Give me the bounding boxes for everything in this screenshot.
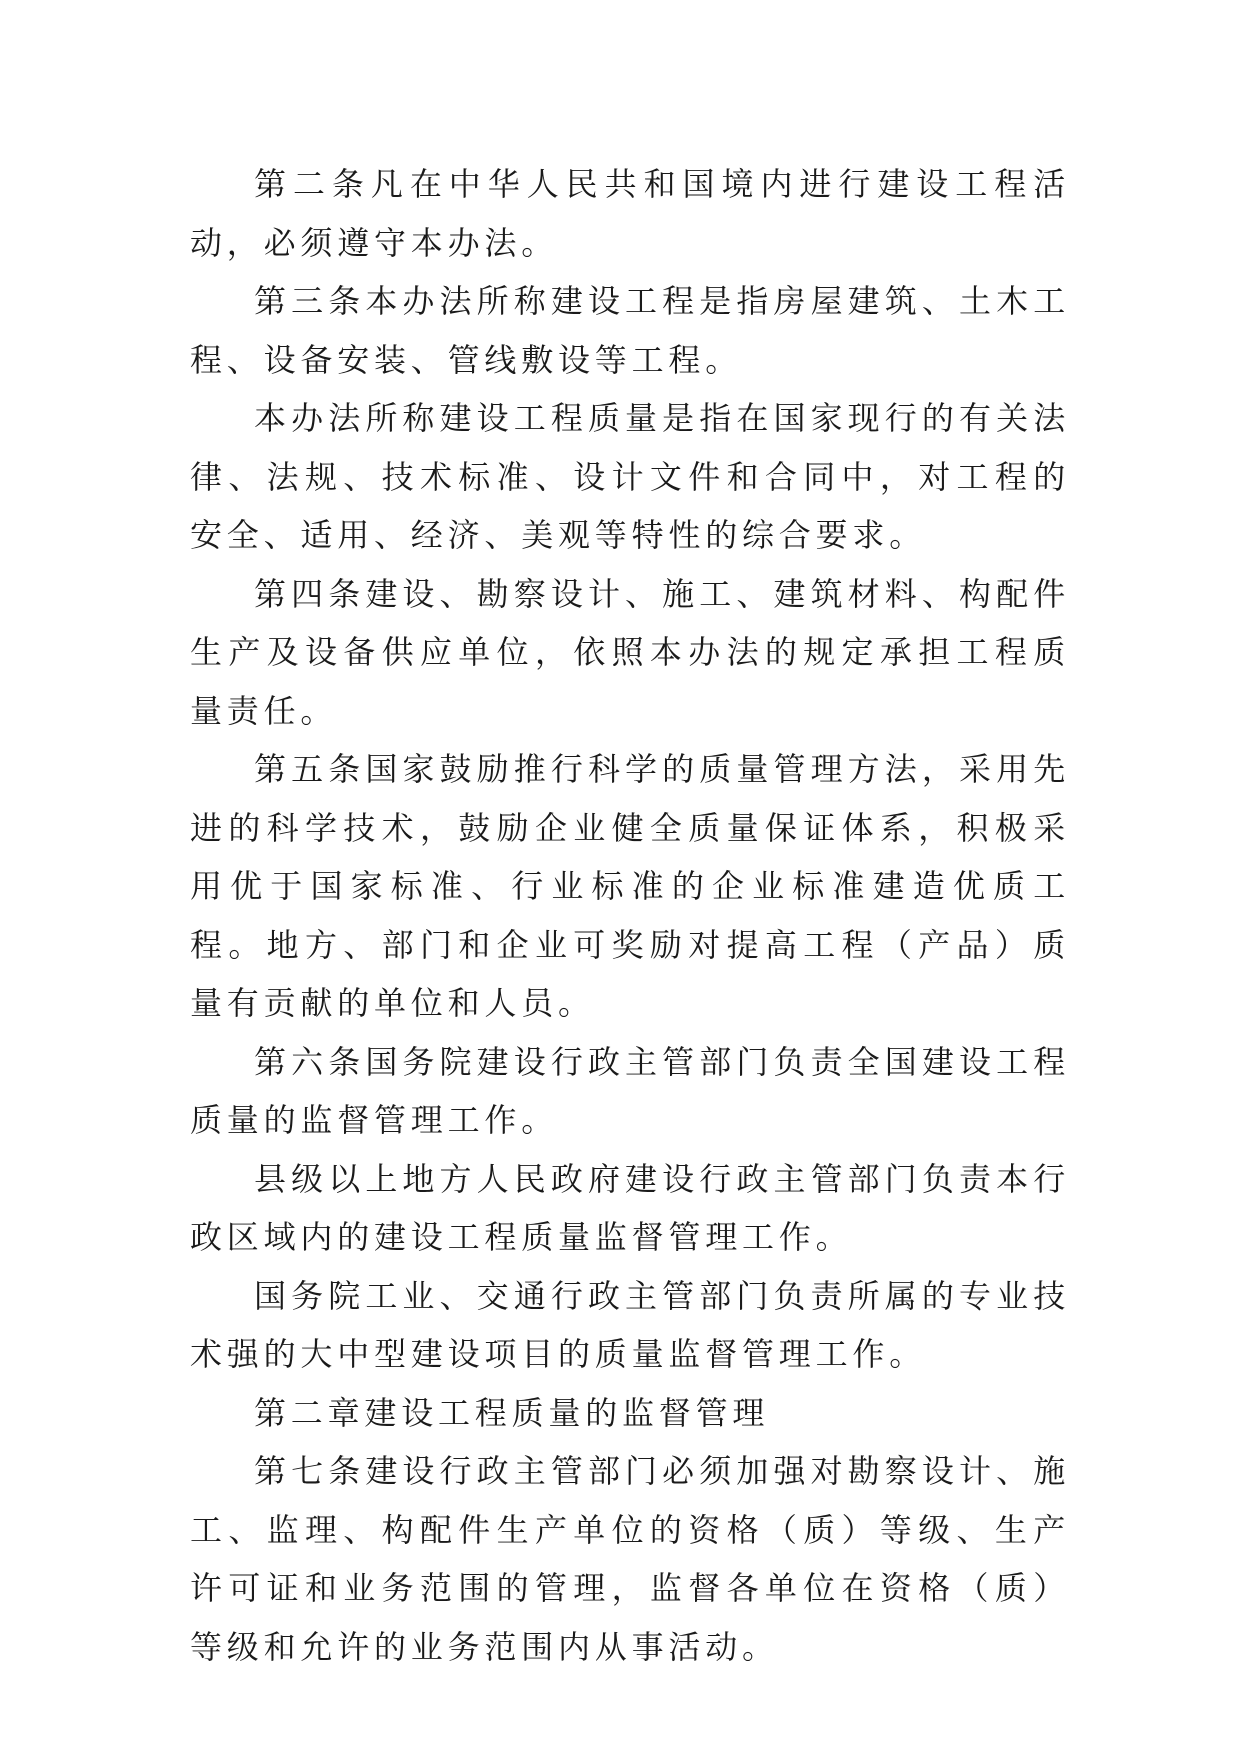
paragraph-article-7: 第七条建设行政主管部门必须加强对勘察设计、施工、监理、构配件生产单位的资格（质）等级、生产许可证和业务范围的管理，监督各单位在资格（质）等级和允许的业务范围内从事活动。 — [190, 1452, 1070, 1666]
paragraph-county-level: 县级以上地方人民政府建设行政主管部门负责本行政区域内的建设工程质量监督管理工作。 — [190, 1159, 1070, 1256]
paragraph-article-3: 第三条本办法所称建设工程是指房屋建筑、土木工程、设备安装、管线敷设等工程。 — [190, 282, 1070, 379]
document-body — [190, 155, 1070, 1676]
paragraph-article-5: 第五条国家鼓励推行科学的质量管理方法，采用先进的科学技术，鼓励企业健全质量保证体系，积极采用优于国家标准、行业标准的企业标准建造优质工程。地方、部门和企业可奖励对提高工程（产品）质量有贡献的单位和人员。 — [190, 750, 1070, 1022]
paragraph-article-2: 第二条凡在中华人民共和国境内进行建设工程活动，必须遵守本办法。 — [190, 165, 1070, 262]
chapter-heading-2: 第二章建设工程质量的监督管理 — [254, 1393, 770, 1432]
paragraph-state-council: 国务院工业、交通行政主管部门负责所属的专业技术强的大中型建设项目的质量监督管理工作。 — [190, 1276, 1070, 1373]
paragraph-article-6: 第六条国务院建设行政主管部门负责全国建设工程质量的监督管理工作。 — [190, 1042, 1070, 1139]
paragraph-quality-definition: 本办法所称建设工程质量是指在国家现行的有关法律、法规、技术标准、设计文件和合同中，对工程的安全、适用、经济、美观等特性的综合要求。 — [190, 399, 1070, 554]
paragraph-article-4: 第四条建设、勘察设计、施工、建筑材料、构配件生产及设备供应单位，依照本办法的规定承担工程质量责任。 — [190, 574, 1070, 730]
